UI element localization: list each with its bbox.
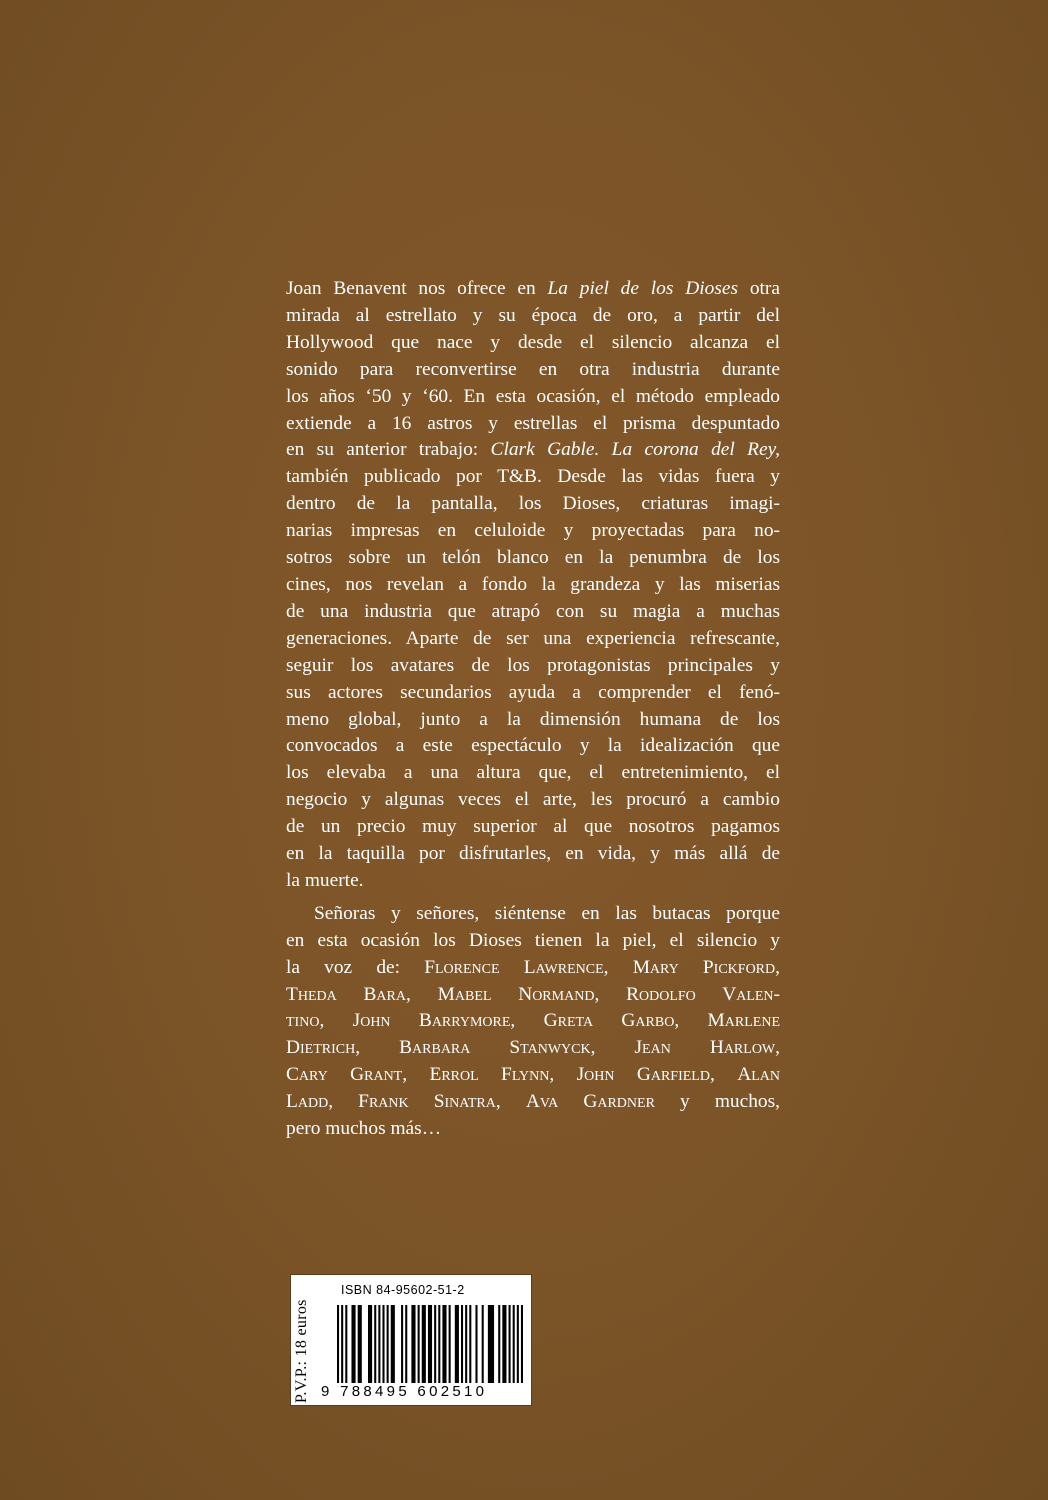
text-segment: en la taquilla por disfrutarles, en vida, y más allá de [286,843,780,865]
actor-name: tino [286,1010,320,1032]
actor-name: Mary Pickford [632,956,776,978]
blurb-line [286,1035,780,1062]
barcode-bar [498,1305,500,1383]
text-segment: generaciones. Aparte de ser una experiencia refrescante, [286,627,780,649]
text-segment: mirada al estrellato y su época de oro, a partir del [286,304,780,326]
text-segment: Joan Benavent nos ofrece en [286,278,548,299]
text-segment: convocados a este espectáculo y la idealización que [286,735,780,757]
barcode-bar [475,1305,477,1383]
barcode-bar [461,1305,463,1383]
text-segment: , [590,1037,635,1059]
barcode-bar [341,1305,343,1383]
actor-name: Greta Garbo [543,1010,675,1032]
text-segment: pero muchos más… [286,1118,442,1140]
actor-name: Jean Harlow [634,1037,776,1059]
barcode-bar [337,1305,339,1383]
blurb-line [286,1116,780,1143]
blurb-line [286,928,780,955]
text-segment: también publicado por T&B. Desde las vidas fuera y [286,466,780,488]
blurb-line [286,545,780,572]
barcode-bar [482,1305,484,1383]
blurb-line [286,491,780,518]
text-segment: sonido para reconvertirse en otra industria durante [286,358,780,380]
barcode-bar [469,1305,471,1383]
blurb-line [286,1062,780,1089]
blurb-line [286,1089,780,1116]
text-segment: de un precio muy superior al que nosotros pagamos [286,816,780,838]
barcode-bar [411,1305,415,1383]
text-segment: otra [738,278,780,299]
text-segment: , [510,1010,544,1032]
barcode-bar [368,1305,372,1383]
actor-name: Mabel Normand [437,983,595,1005]
blurb-line [286,982,780,1009]
italic-title: Clark Gable. La corona del Rey, [490,439,780,461]
actor-name: Florence Lawrence [424,956,604,978]
barcode-bar [382,1305,384,1383]
blurb-line [286,599,780,626]
blurb-line [286,464,780,491]
blurb-line [286,330,780,357]
blurb-line [286,680,780,707]
text-segment: meno global, junto a la dimensión humana de los [286,708,780,730]
blurb-line [286,707,780,734]
text-segment: , [603,956,633,978]
barcode-bar [401,1305,403,1383]
actor-name: Cary Grant [286,1064,403,1086]
barcode-bar [422,1305,426,1383]
text-segment: sus actores secundarios ayuda a comprender el fenó- [286,681,780,703]
text-segment: , [594,983,627,1005]
text-segment: dentro de la pantalla, los Dioses, criaturas imagi- [286,493,780,515]
italic-title: La piel de los Dioses [547,278,739,299]
text-segment: cines, nos revelan a fondo la grandeza y las miserias [286,573,780,595]
barcode-bar [521,1305,523,1383]
text-segment: , [495,1091,526,1113]
text-segment: , [406,983,438,1005]
barcode-bar [378,1305,380,1383]
barcode-bar [405,1305,407,1383]
blurb-paragraph-2 [286,901,780,1143]
blurb-line [286,411,780,438]
blurb-line [286,814,780,841]
blurb-paragraph-1 [286,276,780,895]
blurb-line [286,787,780,814]
text-segment: , [674,1010,708,1032]
blurb-text [286,276,780,1143]
price-label: P.V.P.: 18 euros [293,1299,310,1403]
text-segment: extiende a 16 astros y estrellas el prisma despuntado [286,412,780,434]
text-segment: los elevaba a una altura que, el entretenimiento, el [286,762,780,784]
actor-name: John Garfield [576,1064,710,1086]
barcode-bar [418,1305,420,1383]
actor-name: Marlene [707,1010,781,1032]
barcode-bar [351,1305,355,1383]
text-segment: en esta ocasión los Dioses tienen la piel, el silencio y [286,929,780,951]
actor-name: Frank Sinatra [358,1091,496,1113]
text-segment: Señoras y señores, siéntense en las butacas porque [314,902,780,924]
text-segment: y muchos, [654,1091,780,1113]
blurb-line [286,357,780,384]
text-segment: , [775,956,780,978]
actor-name: Theda Bara [286,983,406,1005]
text-segment: , [775,1037,781,1059]
barcode-bar [345,1305,347,1383]
text-segment: , [549,1064,577,1086]
text-segment: la voz de: [286,956,425,978]
barcode-bar [465,1305,467,1383]
barcode-bar [434,1305,436,1383]
blurb-line [286,955,780,982]
ean-barcode [335,1305,525,1383]
isbn-barcode-label [290,1274,532,1406]
ean-number: 9 788495 602510 [321,1383,488,1400]
text-segment: , [319,1010,353,1032]
barcode-bar [442,1305,446,1383]
text-segment: seguir los avatares de los protagonistas principales y [286,654,780,676]
barcode-bar [391,1305,395,1383]
text-segment: negocio y algunas veces el arte, les procuró a cambio [286,789,780,811]
barcode-bar [502,1305,506,1383]
blurb-line [286,276,780,303]
actor-name: Ava Gardner [525,1091,655,1113]
blurb-line [286,1008,780,1035]
text-segment: , [709,1064,738,1086]
isbn-text: ISBN 84-95602-51-2 [341,1283,465,1297]
barcode-bar [455,1305,459,1383]
barcode-bar [488,1305,494,1383]
blurb-line [286,653,780,680]
actor-name: Errol Flynn [429,1064,550,1086]
text-segment: , [355,1037,400,1059]
text-segment: la muerte. [286,869,364,891]
barcode-bar [517,1305,519,1383]
barcode-bar [387,1305,389,1383]
blurb-line [286,733,780,760]
text-segment: Hollywood que nace y desde el silencio alcanza el [286,331,780,353]
barcode-bar [513,1305,515,1383]
barcode-bar [374,1305,376,1383]
blurb-line [286,303,780,330]
actor-name: Ladd [286,1091,329,1113]
actor-name: Rodolfo Valen- [626,983,780,1005]
text-segment: sotros sobre un telón blanco en la penumbra de los [286,547,780,569]
barcode-bar [428,1305,432,1383]
text-segment: de una industria que atrapó con su magia a muchas [286,600,780,622]
actor-name: Alan [737,1064,780,1086]
blurb-line [286,868,780,895]
barcode-bar [438,1305,440,1383]
blurb-line [286,626,780,653]
barcode-bar [509,1305,511,1383]
text-segment: , [402,1064,430,1086]
actor-name: Barbara Stanwyck [399,1037,591,1059]
blurb-line [286,760,780,787]
barcode-bar [358,1305,362,1383]
actor-name: John Barrymore [352,1010,511,1032]
blurb-line [286,841,780,868]
text-segment: narias impresas en celuloide y proyectadas para no- [286,520,780,542]
blurb-line [286,901,780,928]
text-segment: los años ‘50 y ‘60. En esta ocasión, el método empleado [286,385,780,407]
blurb-line [286,518,780,545]
text-segment: , [328,1091,359,1113]
blurb-line [286,437,780,464]
blurb-line [286,384,780,411]
barcode-bar [449,1305,451,1383]
blurb-line [286,572,780,599]
text-segment: en su anterior trabajo: [286,439,491,461]
actor-name: Dietrich [286,1037,356,1059]
